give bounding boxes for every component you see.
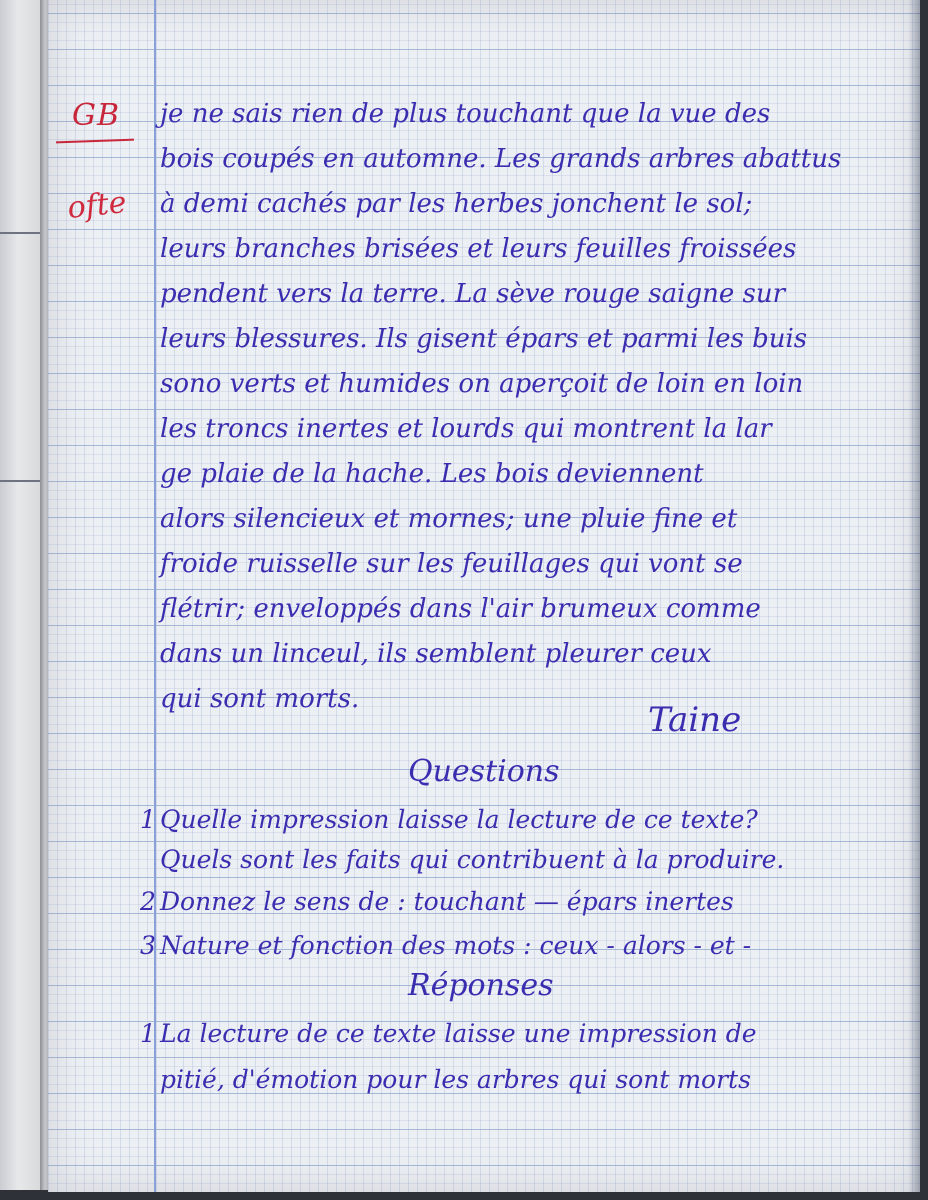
grade-underline — [56, 139, 134, 144]
text-line: sono verts et humides on aperçoit de loin en loin — [160, 369, 804, 399]
question-text: Nature et fonction des mots : ceux - alors - et - — [160, 931, 752, 960]
question-text: Donnez le sens de : touchant — épars inertes — [160, 887, 734, 916]
answer-text: pitié, d'émotion pour les arbres qui sont morts — [160, 1065, 751, 1094]
question-number: 3 — [140, 931, 156, 960]
question-item — [140, 884, 734, 920]
question-text: Quels sont les faits qui contribuent à la produire. — [160, 845, 785, 874]
text-line: froide ruisselle sur les feuillages qui vont se — [160, 549, 743, 579]
answer-item — [140, 1062, 751, 1098]
question-item — [140, 802, 758, 838]
question-item — [140, 842, 784, 878]
text-line: les troncs inertes et lourds qui montrent la lar — [160, 414, 772, 444]
previous-page-mark — [0, 232, 40, 234]
text-line: ge plaie de la hache. Les bois deviennent — [160, 459, 704, 489]
text-line: dans un linceul, ils semblent pleurer ceux — [160, 639, 712, 669]
text-line: je ne sais rien de plus touchant que la vue des — [160, 99, 771, 129]
margin-line — [154, 0, 156, 1192]
text-line: qui sont morts. — [160, 684, 360, 714]
text-line: bois coupés en automne. Les grands arbres abattus — [160, 144, 842, 174]
question-number: 1 — [140, 805, 156, 834]
answers-heading: Réponses — [408, 968, 554, 1003]
author-signature: Taine — [648, 700, 742, 740]
teacher-remark: ofte — [65, 185, 129, 226]
text-line: leurs branches brisées et leurs feuilles froissées — [160, 234, 797, 264]
answer-item — [140, 1016, 757, 1052]
notebook-page — [48, 0, 920, 1192]
page-shadow — [908, 0, 920, 1192]
answer-text: La lecture de ce texte laisse une impression de — [160, 1019, 757, 1048]
text-line: leurs blessures. Ils gisent épars et parmi les buis — [160, 324, 808, 354]
question-number: 2 — [140, 887, 156, 916]
question-item — [140, 928, 751, 964]
teacher-grade: GB — [71, 98, 120, 133]
text-line: à demi cachés par les herbes jonchent le sol; — [160, 189, 753, 219]
previous-page-mark — [0, 480, 40, 482]
text-line: pendent vers la terre. La sève rouge saigne sur — [160, 279, 786, 309]
answer-number: 1 — [140, 1019, 156, 1048]
text-line: alors silencieux et mornes; une pluie fine et — [160, 504, 738, 534]
previous-page-edge — [0, 0, 42, 1190]
question-text: Quelle impression laisse la lecture de ce texte? — [160, 805, 758, 834]
text-line: flétrir; enveloppés dans l'air brumeux comme — [160, 594, 761, 624]
questions-heading: Questions — [408, 754, 560, 789]
